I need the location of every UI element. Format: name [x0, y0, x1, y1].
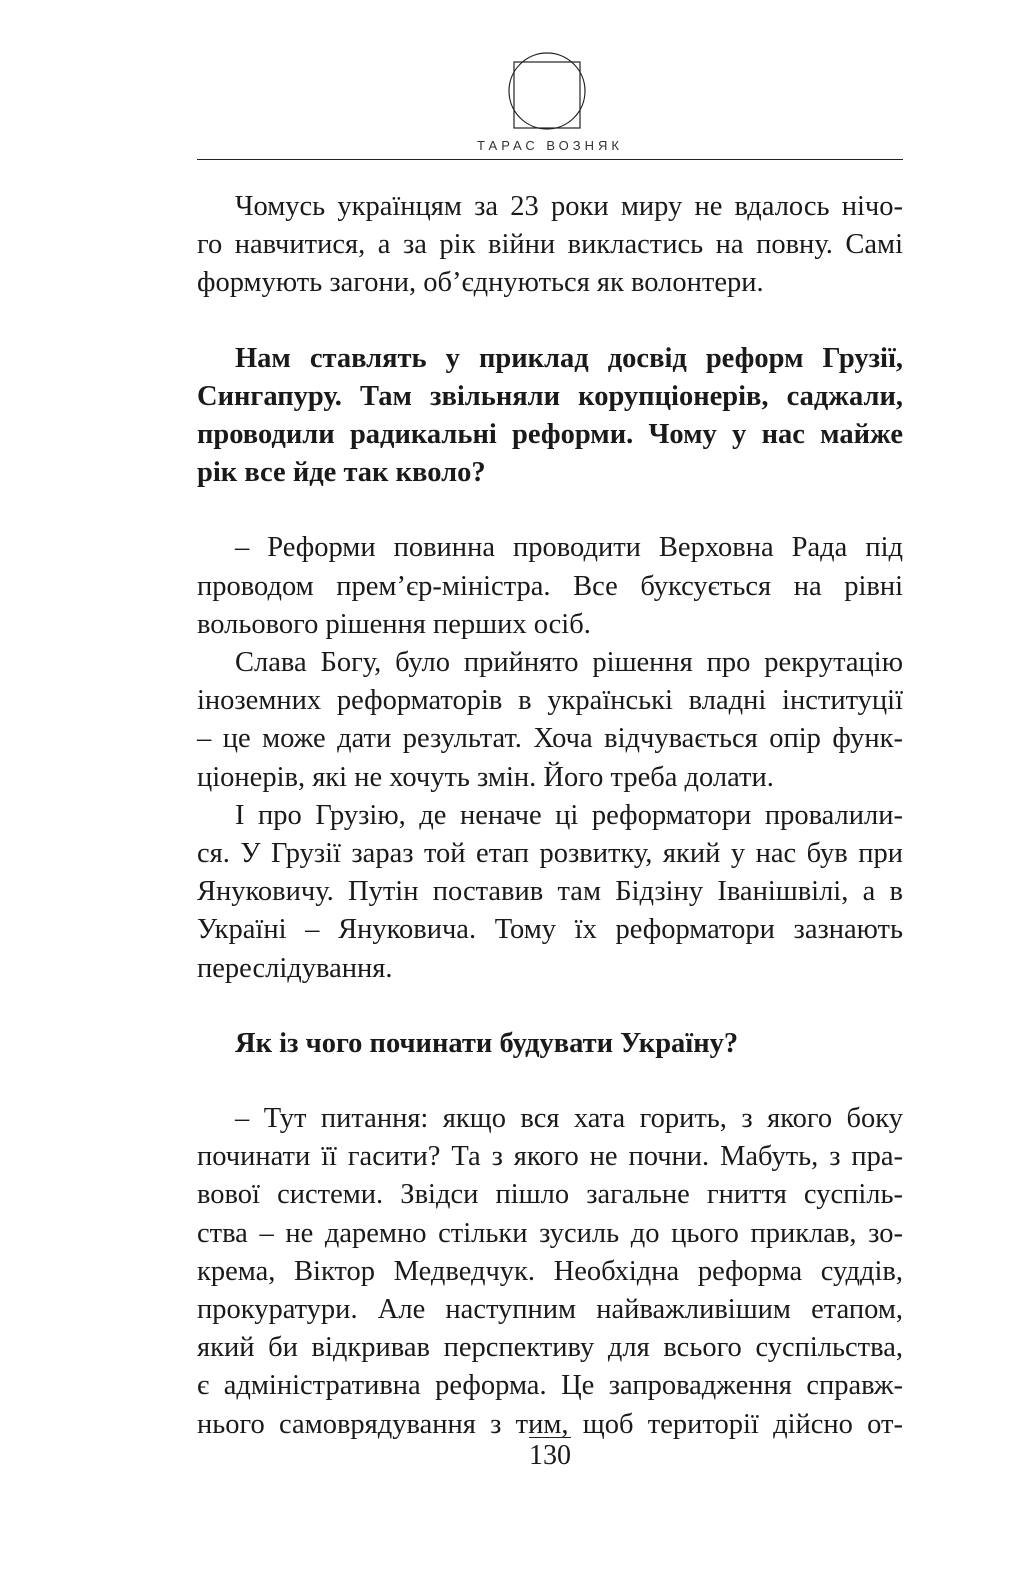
text-line: формують загони, об’єднуються як волонтери.	[197, 267, 764, 299]
text-line: є адміністративна реформа. Це запровадження справж-	[197, 1370, 903, 1402]
page-number	[0, 1437, 1024, 1472]
text-line: Януковичу. Путін поставив там Бідзіну Іванішвілі, а в	[197, 876, 903, 908]
text-line: ства – не даремно стільки зусиль до цього приклав, зо-	[197, 1217, 903, 1249]
body-text	[197, 188, 903, 1444]
text-line: вової системи. Звідси пішло загальне гниття суспіль-	[197, 1179, 903, 1211]
text-line: ціонерів, які не хочуть змін. Його треба долати.	[197, 761, 774, 793]
interview-question	[197, 340, 903, 493]
circle-square-emblem-icon	[502, 46, 592, 136]
text-line: Нам ставлять у приклад досвід реформ Грузії,	[235, 342, 903, 374]
text-line: Чомусь українцям за 23 роки миру не вдалось нічо-	[235, 191, 903, 222]
text-line: крема, Віктор Медведчук. Необхідна реформа суддів,	[197, 1255, 903, 1287]
text-line: – це може дати результат. Хоча відчувається опір функ-	[197, 723, 903, 755]
text-line: прокуратури. Але наступним найважливішим етапом,	[197, 1294, 903, 1326]
text-line: Як із чого починати будувати Україну?	[235, 1027, 739, 1059]
paragraph	[197, 188, 903, 303]
paragraph	[197, 644, 903, 797]
text-line: проводили радикальні реформи. Чому у нас майже	[197, 419, 903, 451]
text-line: вольового рішення перших осіб.	[197, 608, 591, 640]
text-line: рік все йде так кволо?	[197, 457, 486, 489]
text-line: Україні – Януковича. Тому їх реформатори зазнають	[197, 914, 903, 946]
paragraph	[197, 529, 903, 644]
text-line: проводом прем’єр-міністра. Все буксується на рівні	[197, 570, 903, 602]
text-line: – Реформи повинна проводити Верховна Рада під	[235, 532, 903, 564]
header-rule	[197, 159, 903, 160]
text-line: іноземних реформаторів в українські владні інституції	[197, 685, 903, 717]
text-line: Сингапуру. Там звільняли корупціонерів, саджали,	[197, 380, 903, 412]
paragraph	[197, 1100, 903, 1444]
text-line: ся. У Грузії зараз той етап розвитку, який у нас був при	[197, 838, 903, 870]
text-line: нього самоврядування з тим, щоб території дійсно от-	[197, 1408, 903, 1440]
text-line: Слава Богу, було прийнято рішення про рекрутацію	[235, 647, 903, 679]
interview-question	[197, 1025, 903, 1063]
text-line: починати її гасити? Та з якого не почни. Мабуть, з пра-	[197, 1141, 903, 1173]
text-line: який би відкривав перспективу для всього суспільства,	[197, 1332, 903, 1364]
text-line: І про Грузію, де неначе ці реформатори провалили-	[235, 799, 903, 831]
text-line: – Тут питання: якщо вся хата горить, з якого боку	[235, 1103, 903, 1135]
text-line: го навчитися, а за рік війни викластись на повну. Самі	[197, 229, 903, 261]
paragraph	[197, 797, 903, 988]
page-number-value: 130	[529, 1437, 571, 1472]
text-line: переслідування.	[197, 952, 393, 984]
running-head: ТАРАС ВОЗНЯК	[477, 138, 623, 153]
